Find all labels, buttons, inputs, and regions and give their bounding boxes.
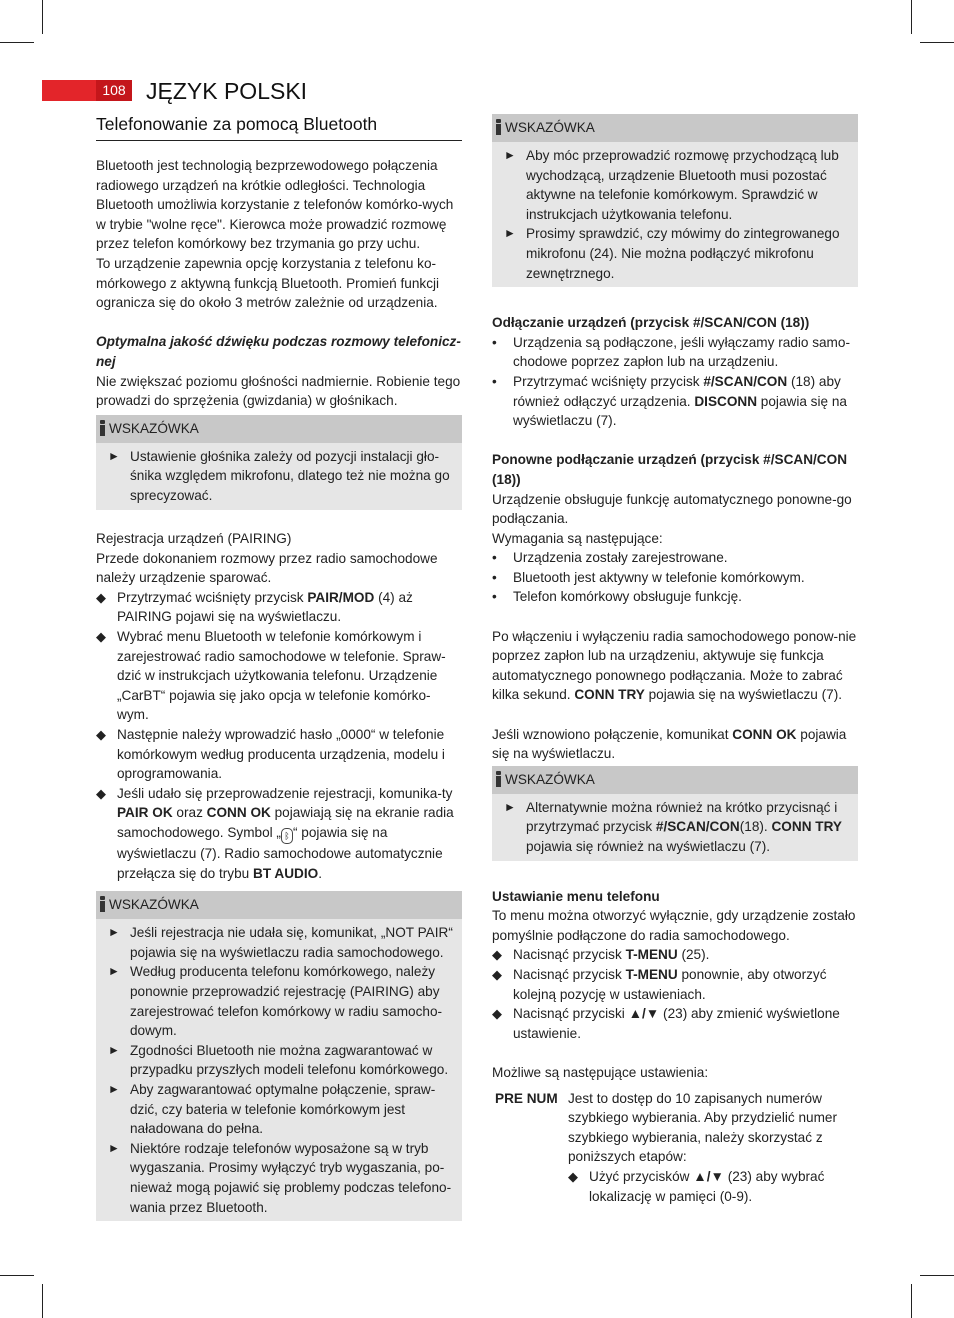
diamond-bullet-icon: ◆ — [568, 1168, 578, 1184]
list-item: ► Aby zagwarantować optymalne połączenie, spraw-dzić, czy bateria w telefonie komórkowym jest naładowana do pełna. — [100, 1080, 458, 1139]
paragraph: Jeśli wznowiono połączenie, komunikat CONN OK pojawia się na wyświetlaczu. — [492, 726, 847, 762]
list-item: ◆ Następnie należy wprowadzić hasło „0000“ w telefonie komórkowym według producenta urządzenia, modelu i oprogramowania. — [96, 725, 462, 784]
info-icon — [100, 420, 105, 436]
section-heading: Telefonowanie za pomocą Bluetooth — [96, 112, 462, 141]
list-item: ► Zgodności Bluetooth nie można zagwarantować w przypadku przyszłych modeli telefonu komórkowego. — [100, 1041, 458, 1080]
info-icon — [496, 771, 501, 787]
diamond-bullet-icon: ◆ — [492, 1006, 502, 1022]
crop-mark — [0, 1275, 34, 1276]
list-item: ► Jeśli rejestracja nie udała się, komunikat, „NOT PAIR“ pojawia się na wyświetlaczu radia samochodowego. — [100, 923, 458, 962]
settings-row — [492, 1089, 858, 1207]
list-item: • Telefon komórkowy obsługuje funkcję. — [492, 587, 858, 607]
list-item: ► Prosimy sprawdzić, czy mówimy do zintegrowanego mikrofonu (24). Nie można podłączyć mikrofonu zewnętrznego. — [496, 224, 854, 283]
list-item: ◆ Jeśli udało się przeprowadzenie rejestracji, komunika-ty PAIR OK oraz CONN OK pojawiają się na ekranie radia samochodowego. Symbol „ ᛒ “ pojawia się na wyświetlaczu (7). Radio samochodowe automatycznie przełącza się do trybu BT AUDIO. — [96, 784, 462, 883]
intro-paragraph: To urządzenie zapewnia opcję korzystania z telefonu ko-mórkowego z aktywną funkcją Bluetooth. Promień funkcji ogranicza się do około 3 metrów zależnie od urządzenia. — [96, 255, 440, 311]
triangle-bullet-icon: ► — [108, 1042, 120, 1057]
sub-heading: Odłączanie urządzeń (przycisk #/SCAN/CON (18)) — [492, 315, 810, 331]
list-item: ◆ Nacisnąć przycisk T-MENU (25). — [492, 945, 858, 965]
page-title: JĘZYK POLSKI — [146, 78, 308, 104]
sub-heading: Rejestracja urządzeń (PAIRING) — [96, 531, 292, 547]
paragraph: To menu można otworzyć wyłącznie, gdy urządzenie zostało pomyślnie podłączone do radia samochodowego. — [492, 908, 856, 943]
diamond-bullet-icon: ◆ — [96, 727, 106, 743]
list-item: ► Aby móc przeprowadzić rozmowę przychodzącą lub wychodzącą, urządzenie Bluetooth musi pozostać aktywne na telefonie komórkowym. Sprawdzić w instrukcjach użytkowania telefonu. — [496, 146, 854, 224]
crop-mark — [920, 42, 954, 43]
note-box — [492, 766, 858, 861]
bullet-icon: • — [492, 589, 497, 605]
triangle-bullet-icon: ► — [108, 1140, 120, 1155]
sub-heading: Ustawianie menu telefonu — [492, 888, 660, 904]
info-icon — [496, 119, 501, 135]
note-box — [492, 114, 858, 287]
crop-mark — [0, 42, 34, 43]
crop-mark — [911, 1284, 912, 1318]
list-item: ► Alternatywnie można również na krótko przycisnąć i przytrzymać przycisk #/SCAN/CON(18). CONN TRY pojawia się również na wyświetlaczu (7). — [496, 798, 854, 857]
sub-heading: Ponowne podłączanie urządzeń (przycisk #/SCAN/CON (18)) — [492, 452, 848, 487]
triangle-bullet-icon: ► — [504, 799, 516, 814]
triangle-bullet-icon: ► — [108, 1081, 120, 1096]
list-item: • Urządzenia są podłączone, jeśli wyłączamy radio samo-chodowe poprzez zapłon lub na urządzeniu. — [492, 333, 858, 372]
bullet-icon: • — [492, 373, 497, 389]
sub-heading: Optymalna jakość dźwięku podczas rozmowy telefonicz-nej — [96, 334, 461, 369]
paragraph: Nie zwiększać poziomu głośności nadmiernie. Robienie tego prowadzi do sprzężenia (gwizdania) w głośnikach. — [96, 373, 461, 409]
triangle-bullet-icon: ► — [108, 964, 120, 979]
note-header: WSKAZÓWKA — [492, 766, 858, 794]
paragraph: Przede dokonaniem rozmowy przez radio samochodowe należy urządzenie sparować. — [96, 550, 438, 586]
list-item: ◆ Użyć przycisków ▲/▼ (23) aby wybrać lokalizację w pamięci (0-9). — [568, 1167, 858, 1206]
list-item: ◆ Nacisnąć przycisk T-MENU ponownie, aby otworzyć kolejną pozycję w ustawieniach. — [492, 965, 858, 1004]
diamond-bullet-icon: ◆ — [492, 947, 502, 963]
list-item: ► Ustawienie głośnika zależy od pozycji instalacji gło-śnika względem mikrofonu, dlatego też nie można go sprecyzować. — [100, 447, 458, 506]
list-item: ◆ Nacisnąć przyciski ▲/▼ (23) aby zmienić wyświetlone ustawienie. — [492, 1004, 858, 1043]
diamond-bullet-icon: ◆ — [492, 966, 502, 982]
list-item: • Bluetooth jest aktywny w telefonie komórkowym. — [492, 568, 858, 588]
triangle-bullet-icon: ► — [504, 148, 516, 162]
bullet-icon: • — [492, 569, 497, 585]
paragraph: Po włączeniu i wyłączeniu radia samochodowego ponow-nie poprzez zapłon lub na urządzeniu, aktywuje się funkcja automatycznego ponownego podłączania. Może to zabrać kilka sekund. CONN TRY pojawia się na wyświetlaczu (7). — [492, 628, 857, 703]
triangle-bullet-icon: ► — [108, 925, 120, 940]
note-box — [96, 891, 462, 1221]
crop-mark — [911, 0, 912, 34]
triangle-bullet-icon: ► — [108, 448, 120, 463]
diamond-bullet-icon: ◆ — [96, 629, 106, 645]
list-item: • Przytrzymać wciśnięty przycisk #/SCAN/CON (18) aby również odłączyć urządzenia. DISCONN pojawia się na wyświetlaczu (7). — [492, 372, 858, 431]
paragraph: Urządzenie obsługuje funkcję automatycznego ponowne-go podłączania. — [492, 491, 852, 527]
paragraph: Wymagania są następujące: — [492, 530, 663, 546]
bullet-icon: • — [492, 334, 497, 350]
left-column — [96, 112, 462, 1221]
note-header: WSKAZÓWKA — [492, 114, 858, 142]
intro-paragraph: Bluetooth jest technologią bezprzewodowego połączenia radiowego urządzeń na krótkie odległości. Technologia Bluetooth umożliwia korzystanie z telefonów komórko-wych w trybie "wolne ręce". Kierowca może prowadzić rozmowę przez telefon komórkowy bez trzymania go przy uchu. — [96, 158, 454, 252]
triangle-bullet-icon: ► — [504, 226, 516, 241]
crop-mark — [42, 0, 43, 34]
right-column — [492, 114, 858, 1206]
list-item: ► Niektóre rodzaje telefonów wyposażone są w tryb wygaszania. Prosimy wyłączyć tryb wygaszania, po-nieważ mogą pojawić się problemy podczas telefono-wania przez Bluetooth. — [100, 1139, 458, 1217]
diamond-bullet-icon: ◆ — [96, 589, 106, 605]
diamond-bullet-icon: ◆ — [96, 785, 106, 801]
bluetooth-icon: ᛒ — [281, 828, 293, 844]
list-item: • Urządzenia zostały zarejestrowane. — [492, 548, 858, 568]
note-header: WSKAZÓWKA — [96, 891, 462, 919]
list-item: ► Według producenta telefonu komórkowego, należy ponownie przeprowadzić rejestrację (PAIRING) aby zarejestrować telefon komórkowy w radiu samocho-dowym. — [100, 962, 458, 1040]
note-header: WSKAZÓWKA — [96, 415, 462, 443]
crop-mark — [920, 1275, 954, 1276]
bullet-icon: • — [492, 550, 497, 566]
note-box — [96, 415, 462, 510]
page-number: 108 — [96, 80, 132, 101]
setting-key: PRE NUM — [495, 1090, 558, 1106]
crop-mark — [42, 1284, 43, 1318]
paragraph: Możliwe są następujące ustawienia: — [492, 1064, 709, 1080]
list-item: ◆ Wybrać menu Bluetooth w telefonie komórkowym i zarejestrować radio samochodowe w telefonie. Spraw-dzić w instrukcjach użytkowania telefonu. Urządzenie „CarBT“ pojawia się jako opcja w telefonie komórko-wym. — [96, 627, 462, 725]
setting-description: Jest to dostęp do 10 zapisanych numerów szybkiego wybierania. Aby przydzielić numer szybkiego wybierania, należy skorzystać z poniższych etapów: — [568, 1090, 837, 1165]
info-icon — [100, 896, 105, 912]
list-item: ◆ Przytrzymać wciśnięty przycisk PAIR/MOD (4) aż PAIRING pojawi się na wyświetlaczu. — [96, 588, 462, 627]
